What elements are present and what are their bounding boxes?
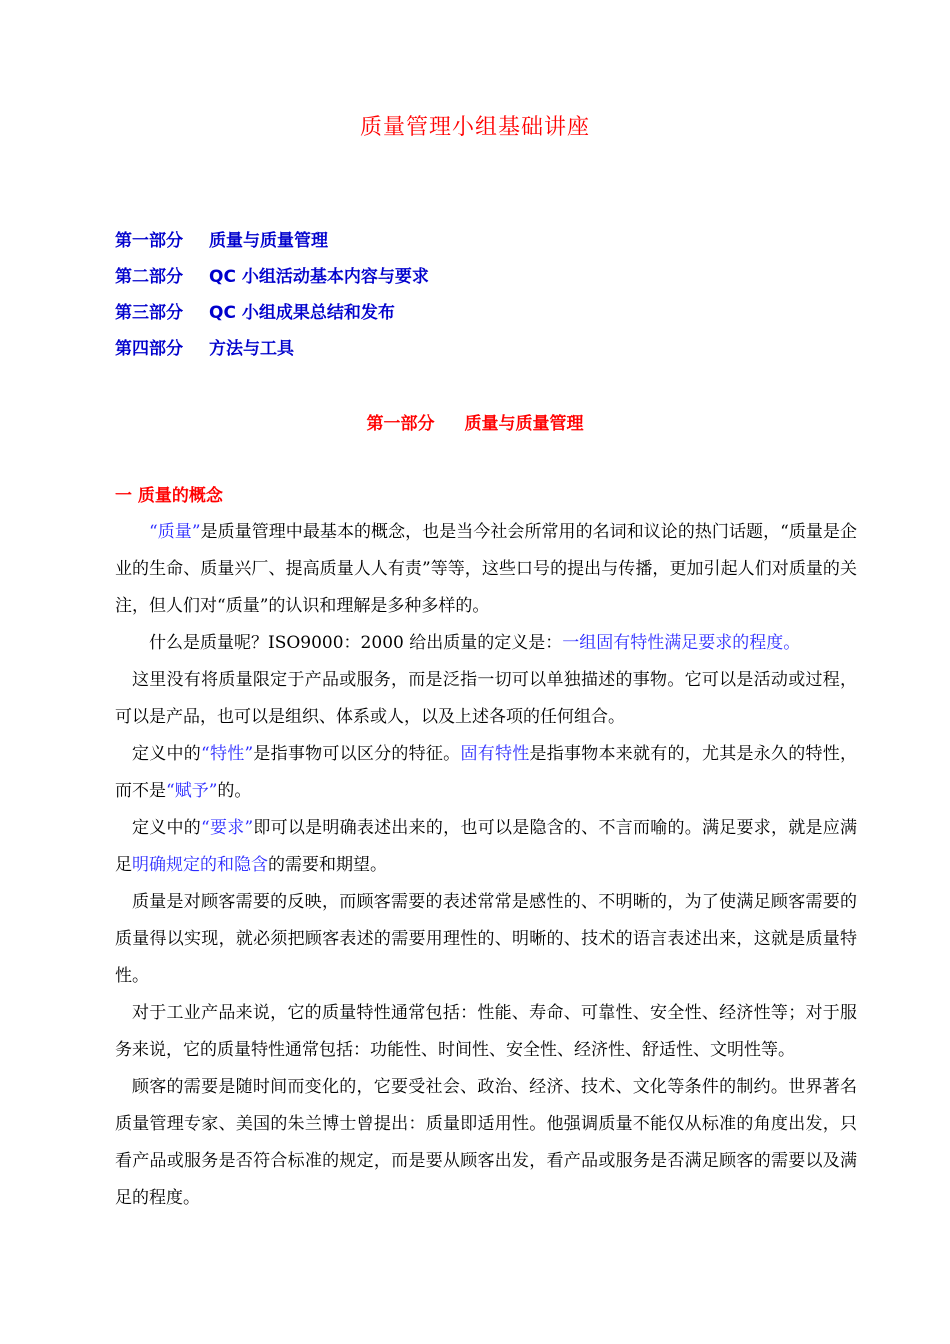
document-title: 质量管理小组基础讲座 xyxy=(359,115,590,140)
term-requirement: “要求” xyxy=(201,818,254,838)
section-name: 质量与质量管理 xyxy=(464,414,584,434)
paragraph-1 xyxy=(115,514,857,625)
term-characteristic: “特性” xyxy=(201,744,254,764)
paragraph-7: 对于工业产品来说，它的质量特性通常包括：性能、寿命、可靠性、安全性、经济性等；对于服务来说，它的质量特性通常包括：功能性、时间性、安全性、经济性、舒适性、文明性等。 xyxy=(115,1003,857,1060)
paragraph-text: 定义中的 xyxy=(132,744,202,764)
term-inherent-characteristic: 固有特性 xyxy=(460,744,530,764)
paragraph-2 xyxy=(115,625,857,662)
toc-item-1[interactable] xyxy=(115,229,855,265)
toc-name: QC 小组活动基本内容与要求 xyxy=(209,267,429,287)
body-text xyxy=(115,514,857,1217)
paragraph-text: 的需要和期望。 xyxy=(268,855,387,875)
term-explicit-implicit: 明确规定的和隐含 xyxy=(132,855,268,875)
paragraph-text: 是指事物本来就有的，尤其是永久的特性，而不是 xyxy=(115,744,858,801)
paragraph-5 xyxy=(115,810,857,884)
toc-part: 第二部分 xyxy=(115,267,183,287)
table-of-contents xyxy=(115,229,855,373)
toc-part: 第一部分 xyxy=(115,231,183,251)
paragraph-4 xyxy=(115,736,857,810)
toc-name: QC 小组成果总结和发布 xyxy=(209,303,395,323)
paragraph-3: 这里没有将质量限定于产品或服务，而是泛指一切可以单独描述的事物。它可以是活动或过程，可以是产品，也可以是组织、体系或人，以及上述各项的任何组合。 xyxy=(115,670,857,727)
quality-definition: 一组固有特性满足要求的程度。 xyxy=(562,633,801,653)
toc-name: 质量与质量管理 xyxy=(209,231,328,251)
toc-item-2[interactable] xyxy=(115,265,855,301)
section-heading xyxy=(0,409,950,434)
paragraph-text: 是指事物可以区分的特征。 xyxy=(253,744,461,764)
paragraph-6: 质量是对顾客需要的反映，而顾客需要的表述常常是感性的、不明晰的，为了使满足顾客需要的质量得以实现，就必须把顾客表述的需要用理性的、明晰的、技术的语言表述出来，这就是质量特性。 xyxy=(115,892,857,986)
paragraph-8: 顾客的需要是随时间而变化的，它要受社会、政治、经济、技术、文化等条件的制约。世界著名质量管理专家、美国的朱兰博士曾提出：质量即适用性。他强调质量不能仅从标准的角度出发，只看产品或服务是否符合标准的规定，而是要从顾客出发，看产品或服务是否满足顾客的需要以及满足的程度。 xyxy=(115,1077,857,1208)
term-assigned: “赋予” xyxy=(166,781,218,801)
paragraph-text: 定义中的 xyxy=(132,818,202,838)
subsection-heading: 一 质量的概念 xyxy=(115,486,223,506)
toc-item-3[interactable] xyxy=(115,301,855,337)
paragraph-text: 是质量管理中最基本的概念，也是当今社会所常用的名词和议论的热门话题，“质量是企业的生命、质量兴厂、提高质量人人有责”等等，这些口号的提出与传播，更加引起人们对质量的关注，但人们对“质量”的认识和理解是多种多样的。 xyxy=(115,522,857,616)
toc-part: 第三部分 xyxy=(115,303,183,323)
section-part: 第一部分 xyxy=(366,414,435,434)
toc-item-4[interactable] xyxy=(115,337,855,373)
paragraph-text: 即可以是明确表述出来的，也可以是隐含的、不言而喻的。满足要求，就是应满足 xyxy=(115,818,857,875)
paragraph-text: 的。 xyxy=(217,781,252,801)
toc-part: 第四部分 xyxy=(115,339,183,359)
quote-quality: “质量” xyxy=(149,522,201,542)
toc-name: 方法与工具 xyxy=(209,339,294,359)
paragraph-text: 什么是质量呢？ISO9000：2000 给出质量的定义是： xyxy=(149,633,563,653)
